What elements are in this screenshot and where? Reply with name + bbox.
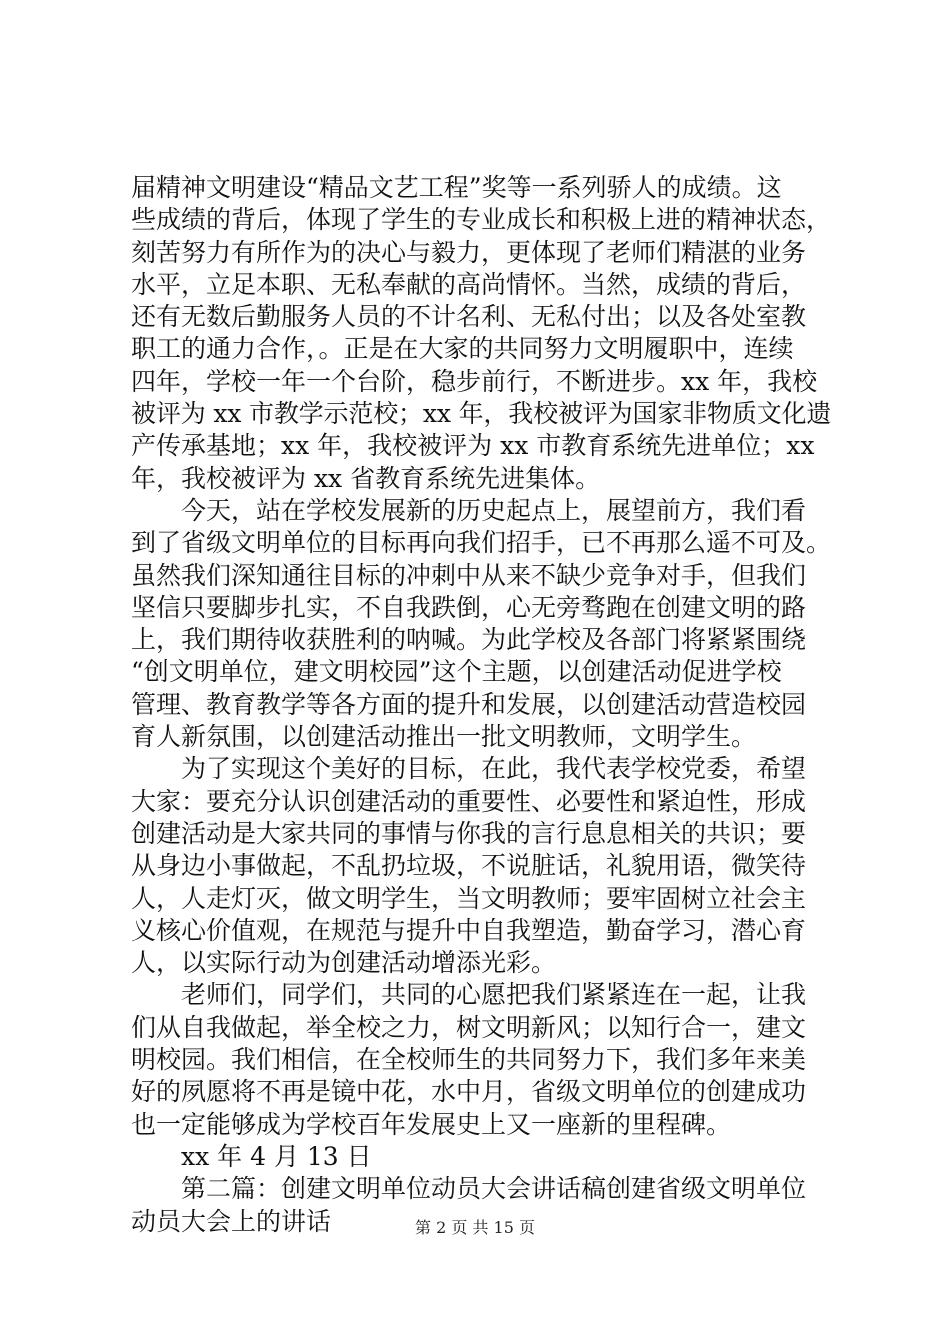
text-line: 义核心价值观，在规范与提升中自我塑造，勤奋学习，潜心育 — [131, 915, 807, 945]
text-line: 还有无数后勤服务人员的不计名利、无私付出；以及各处室教 — [131, 302, 807, 332]
text-line: 今天，站在学校发展新的历史起点上，展望前方，我们看 — [181, 495, 807, 525]
text-line: 上，我们期待收获胜利的呐喊。为此学校及各部门将紧紧围绕 — [131, 625, 807, 655]
text-line: 年，我校被评为 xx 省教育系统先进集体。 — [131, 463, 601, 493]
text-line: 人，人走灯灭，做文明学生，当文明教师；要牢固树立社会主 — [131, 883, 807, 913]
text-line: 们从自我做起，举全校之力，树文明新风；以知行合一，建文 — [131, 1012, 807, 1042]
text-line: 动员大会上的讲话 — [131, 1206, 332, 1236]
text-line: xx 年 4 月 13 日 — [181, 1141, 372, 1171]
text-line: 些成绩的背后，体现了学生的专业成长和积极上进的精神状态， — [131, 205, 832, 235]
text-line: 明校园。我们相信，在全校师生的共同努力下，我们多年来美 — [131, 1045, 807, 1075]
text-line: 第二篇：创建文明单位动员大会讲话稿创建省级文明单位 — [181, 1174, 807, 1204]
text-line: 从身边小事做起，不乱扔垃圾，不说脏话，礼貌用语，微笑待 — [131, 851, 807, 881]
text-line: 虽然我们深知通往目标的冲刺中从来不缺少竞争对手，但我们 — [131, 560, 807, 590]
text-line: “创文明单位，建文明校园”这个主题，以创建活动促进学校 — [131, 657, 782, 687]
text-line: 管理、教育教学等各方面的提升和发展，以创建活动营造校园 — [131, 689, 807, 719]
text-line: 到了省级文明单位的目标再向我们招手，已不再那么遥不可及。 — [131, 528, 832, 558]
text-line: 也一定能够成为学校百年发展史上又一座新的里程碑。 — [131, 1109, 732, 1139]
text-line: 人，以实际行动为创建活动增添光彩。 — [131, 948, 557, 978]
text-line: 老师们，同学们，共同的心愿把我们紧紧连在一起，让我 — [181, 980, 807, 1010]
text-line: 被评为 xx 市教学示范校；xx 年，我校被评为国家非物质文化遗 — [131, 399, 832, 429]
text-line: 为了实现这个美好的目标，在此，我代表学校党委，希望 — [181, 754, 807, 784]
page-footer: 第 2 页 共 15 页 — [415, 1218, 535, 1237]
text-line: 刻苦努力有所作为的决心与毅力，更体现了老师们精湛的业务 — [131, 237, 807, 267]
text-line: 产传承基地；xx 年，我校被评为 xx 市教育系统先进单位；xx — [131, 431, 815, 461]
text-line: 好的夙愿将不再是镜中花，水中月，省级文明单位的创建成功 — [131, 1077, 807, 1107]
text-line: 创建活动是大家共同的事情与你我的言行息息相关的共识；要 — [131, 818, 807, 848]
document-body — [131, 172, 831, 1238]
text-line: 育人新氛围，以创建活动推出一批文明教师，文明学生。 — [131, 722, 757, 752]
text-line: 坚信只要脚步扎实，不自我跌倒，心无旁骛跑在创建文明的路 — [131, 592, 807, 622]
text-line: 大家：要充分认识创建活动的重要性、必要性和紧迫性，形成 — [131, 786, 807, 816]
text-line: 职工的通力合作，。正是在大家的共同努力文明履职中，连续 — [131, 334, 794, 364]
text-line: 四年，学校一年一个台阶，稳步前行，不断进步。xx 年，我校 — [131, 366, 818, 396]
text-line: 届精神文明建设“精品文艺工程”奖等一系列骄人的成绩。这 — [131, 173, 782, 202]
text-line: 水平，立足本职、无私奉献的高尚情怀。当然，成绩的背后， — [131, 269, 807, 299]
